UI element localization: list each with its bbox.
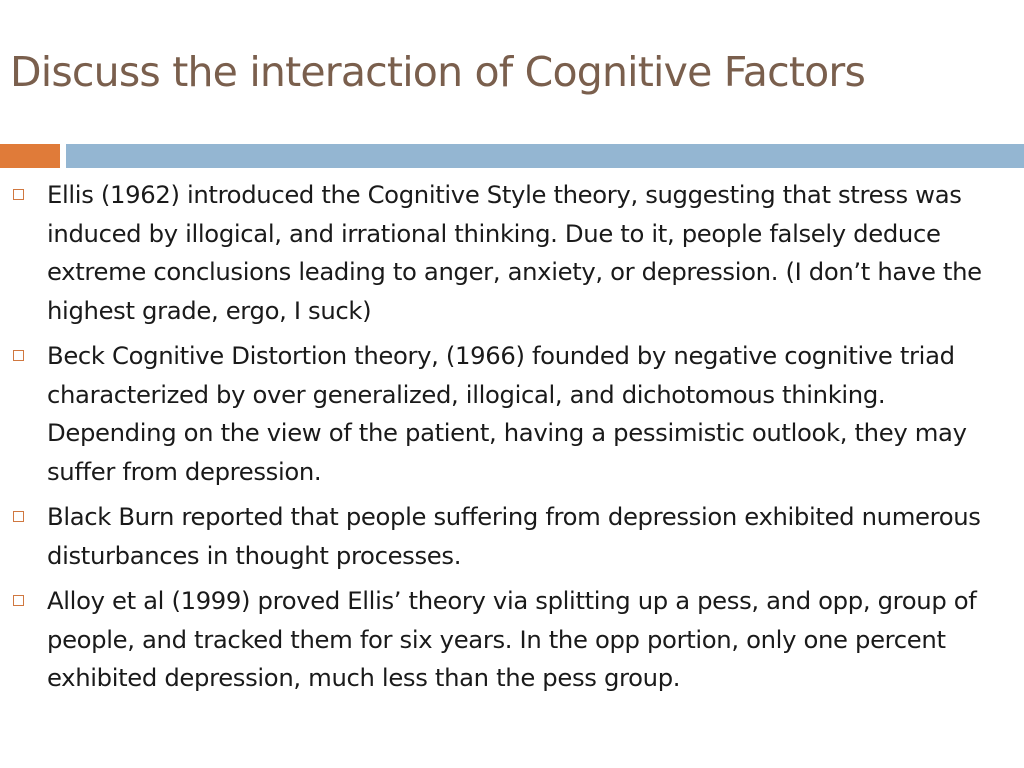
bullet-item	[0, 337, 1024, 491]
bullet-list	[0, 176, 1024, 705]
square-bullet-icon	[13, 511, 24, 522]
bullet-item	[0, 176, 1024, 330]
bullet-item	[0, 498, 1024, 575]
accent-band-blue	[66, 144, 1024, 168]
square-bullet-icon	[13, 189, 24, 200]
bullet-text: Ellis (1962) introduced the Cognitive Style theory, suggesting that stress was induced by illogical, and irrational thinking. Due to it, people falsely deduce extreme conclusions leading to anger, anxiety, or depression. (I don’t have the highest grade, ergo, I suck)	[47, 180, 982, 325]
square-bullet-icon	[13, 595, 24, 606]
bullet-text: Black Burn reported that people suffering from depression exhibited numerous disturbances in thought processes.	[47, 502, 981, 570]
square-bullet-icon	[13, 350, 24, 361]
accent-band-orange	[0, 144, 60, 168]
slide-title: Discuss the interaction of Cognitive Factors	[10, 48, 866, 96]
bullet-text: Beck Cognitive Distortion theory, (1966) founded by negative cognitive triad characterized by over generalized, illogical, and dichotomous thinking. Depending on the view of the patient, having a pessimistic outlook, they may suffer from depression.	[47, 341, 967, 486]
bullet-text: Alloy et al (1999) proved Ellis’ theory via splitting up a pess, and opp, group of people, and tracked them for six years. In the opp portion, only one percent exhibited depression, much less than the pess group.	[47, 586, 977, 692]
bullet-item	[0, 582, 1024, 698]
